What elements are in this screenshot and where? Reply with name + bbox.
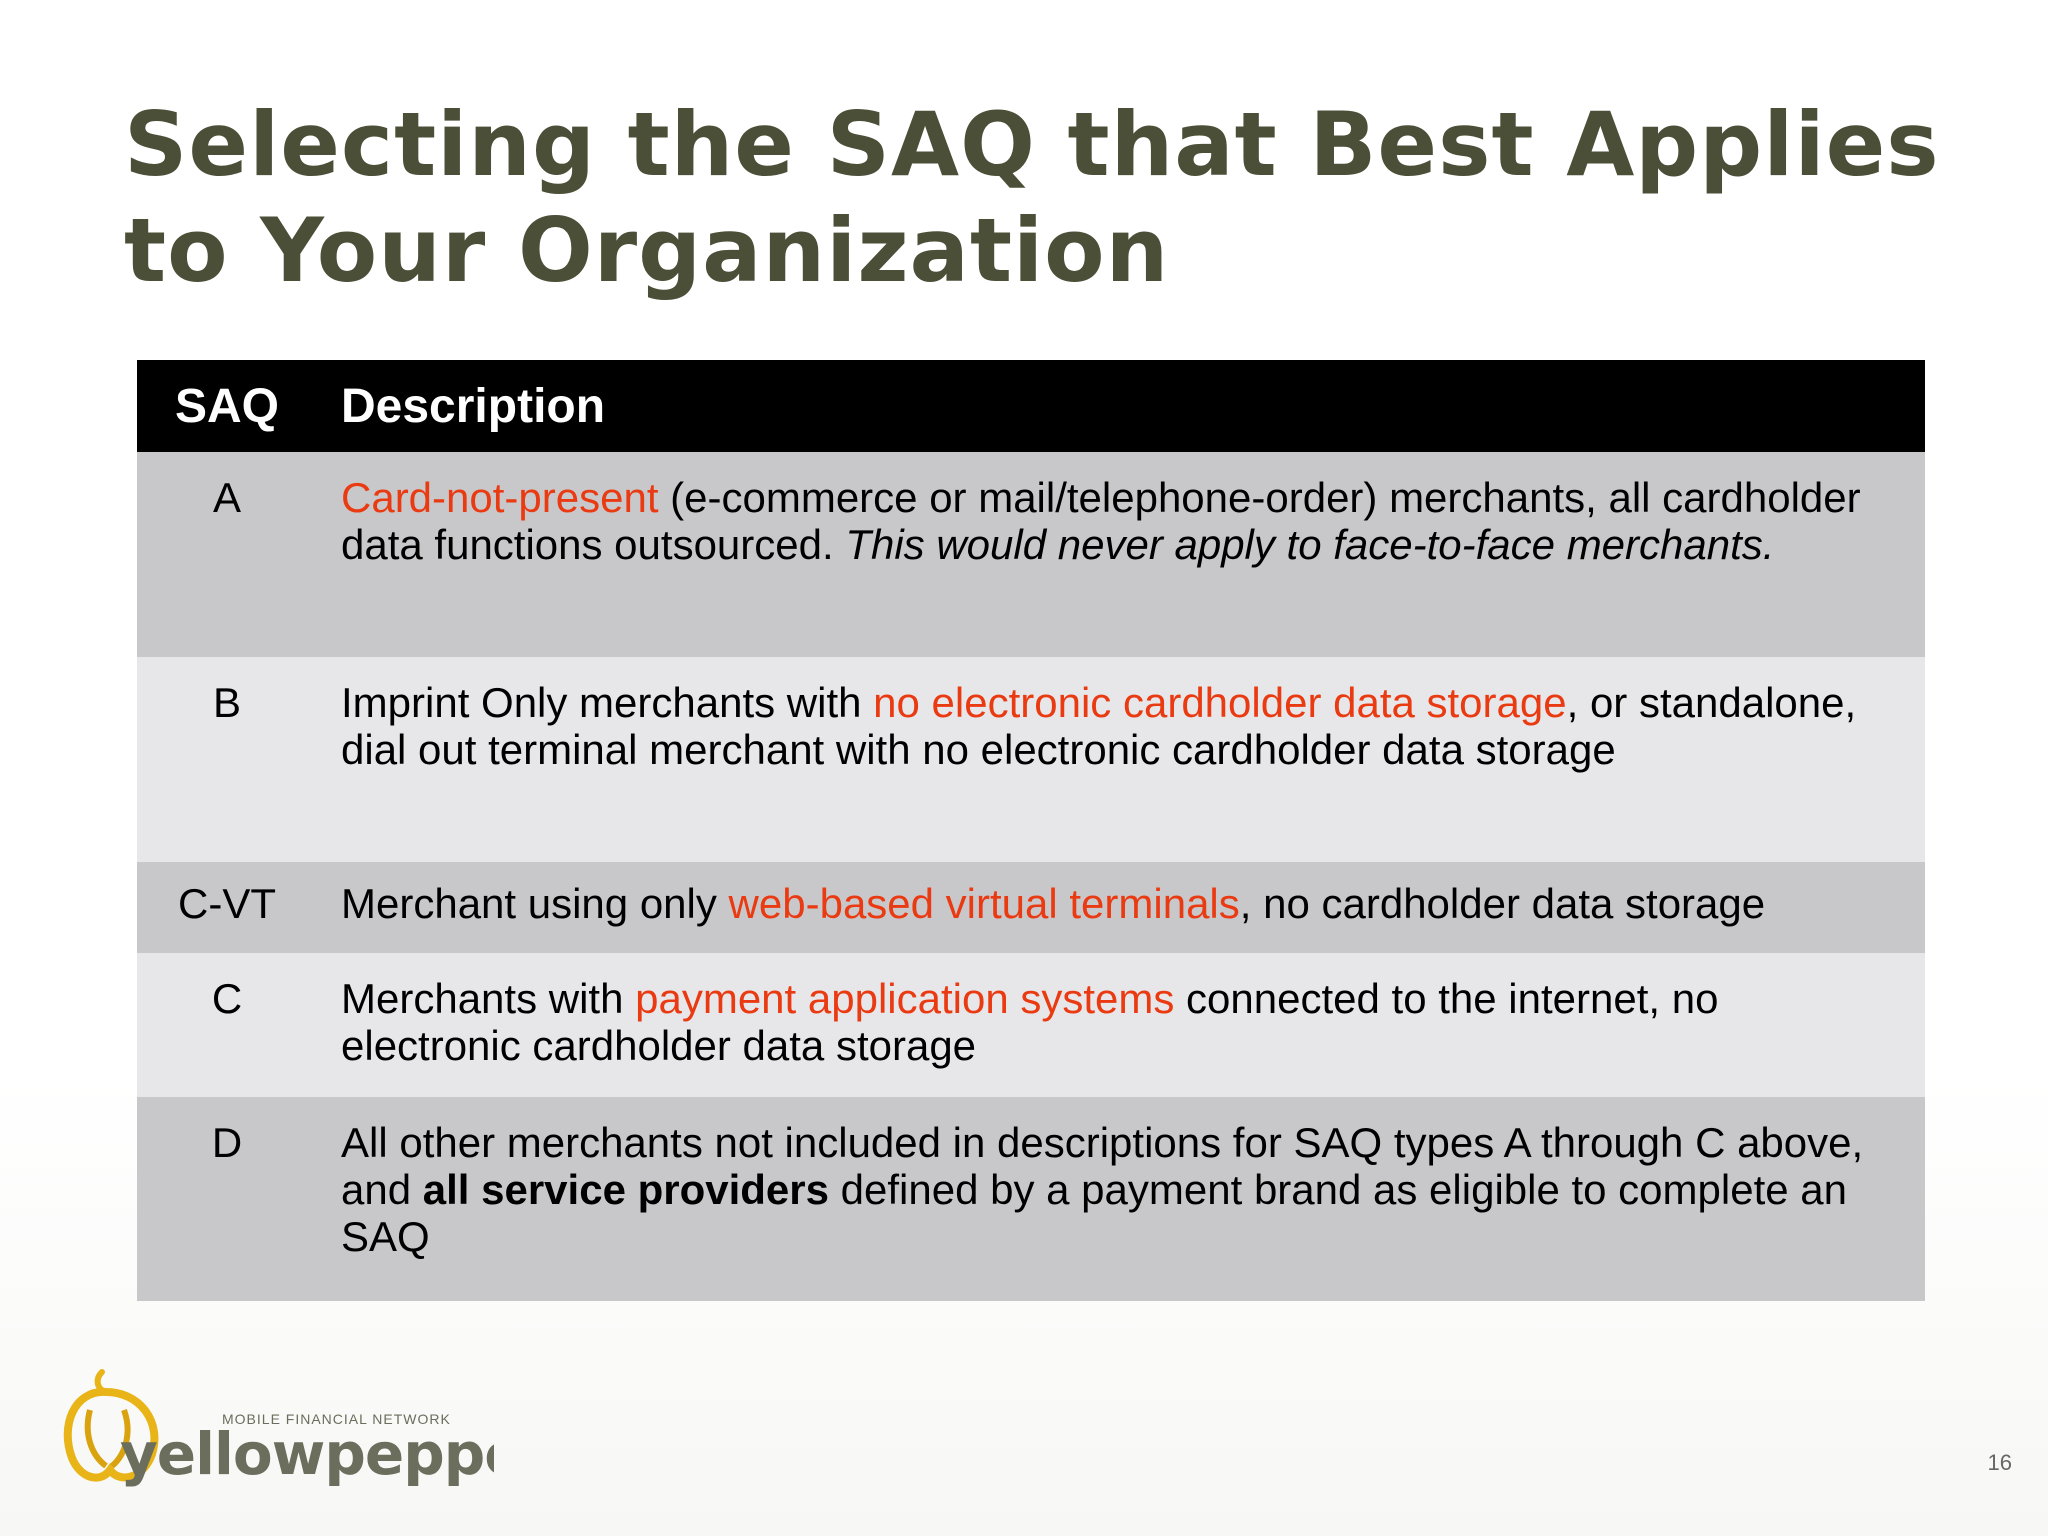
highlighted-text: Card-not-present (341, 474, 659, 521)
table-header-row (137, 360, 1925, 452)
saq-table (137, 360, 1925, 1301)
saq-description (317, 1097, 1925, 1301)
description-text: connected to the internet, no electronic cardholder data storage (341, 975, 1719, 1069)
table-row (137, 862, 1925, 953)
description-text: (e-commerce or mail/telephone-order) merchants, all cardholder data functions outsourced. (341, 474, 1861, 568)
italic-text: This would never apply to face-to-face merchants. (845, 521, 1775, 568)
table-row (137, 657, 1925, 862)
description-text: , no cardholder data storage (1239, 880, 1766, 927)
highlighted-text: payment application systems (635, 975, 1175, 1022)
table-row (137, 1097, 1925, 1301)
logo-tagline: MOBILE FINANCIAL NETWORK (222, 1411, 451, 1427)
description-text: Merchants with (341, 975, 636, 1022)
saq-description (317, 862, 1925, 953)
highlighted-text: no electronic cardholder data storage (873, 679, 1567, 726)
table-row (137, 953, 1925, 1097)
saq-description (317, 452, 1925, 657)
saq-code: C-VT (178, 880, 276, 927)
bold-text: all service providers (422, 1166, 829, 1213)
slide-title (124, 92, 1984, 304)
page-number: 16 (1987, 1450, 2012, 1475)
description-text: Imprint Only merchants with (341, 679, 874, 726)
description-text: defined by a payment brand as eligible to complete an SAQ (341, 1166, 1847, 1260)
saq-code: D (211, 1119, 243, 1166)
description-text: , or standalone, dial out terminal merchant with no electronic cardholder data storage (341, 679, 1857, 773)
highlighted-text: web-based virtual terminals (728, 880, 1240, 927)
slide-title-line-2: to Your Organization (124, 199, 1170, 302)
table-row (137, 452, 1925, 657)
saq-code: C (211, 975, 243, 1022)
saq-description (317, 953, 1925, 1097)
header-saq: SAQ (174, 379, 279, 433)
logo-wordmark: yellowpepp (120, 1420, 485, 1488)
description-text: Merchant using only (341, 880, 729, 927)
yellowpepper-logo (54, 1366, 494, 1496)
saq-description (317, 657, 1925, 862)
header-description: Description (341, 379, 606, 433)
description-text: All other merchants not included in descriptions for SAQ types A through C above, and (341, 1119, 1864, 1213)
pepper-logo-icon (54, 1366, 494, 1496)
slide-title-line-1: Selecting the SAQ that Best Applies (124, 93, 1940, 196)
saq-code: B (212, 679, 241, 726)
saq-code: A (212, 474, 241, 521)
